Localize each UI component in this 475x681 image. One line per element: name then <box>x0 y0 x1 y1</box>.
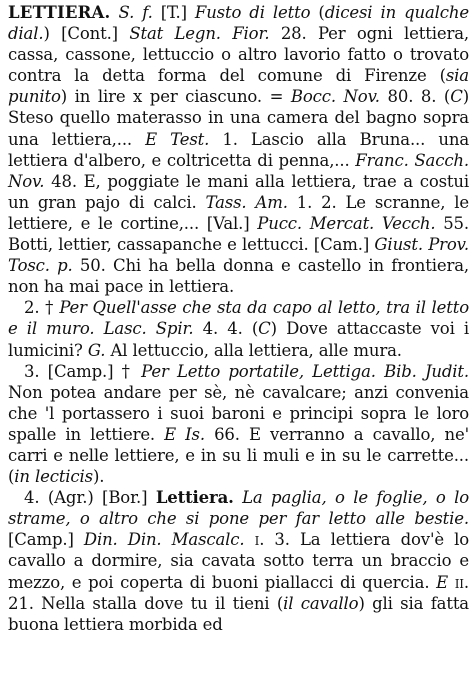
italic-segment: Per Letto portatile, Lettiga. Bib. Judit. <box>141 361 469 381</box>
text-segment: 28. Per ogni lettiera, cassa, cassone, lettuccio o altro lavorio fatto o trovato contra la detta forma del comune di Firenze ( <box>8 24 469 86</box>
italic-segment: Per Quell'asse che sta da capo al letto, tra il letto e il muro. Lasc. Spir. <box>8 298 470 339</box>
entry-sense-4 <box>8 487 469 635</box>
italic-segment: p. <box>57 256 73 276</box>
text-segment: 1. Lascio alla Bruna... una lettiera d'albero, e coltricetta di penna,... <box>8 129 470 170</box>
text-segment: Al lettuccio, alla lettiera, alle mura. <box>105 340 402 360</box>
italic-segment: E Is. <box>164 424 205 444</box>
text-segment: 80. 8. ( <box>379 87 451 107</box>
italic-segment: Fusto di letto <box>194 3 311 22</box>
italic-segment: G. <box>87 340 106 360</box>
italic-segment: Pucc. Mercat. Vecch. <box>257 213 436 233</box>
bold-term: Lettiera. <box>155 488 234 508</box>
text-segment: 3. La lettiera dov'è lo cavallo a dormire, sia cavata sotto terra un braccio e mezzo, e poi coperta di buoni piallacci di quercia. <box>8 530 469 592</box>
text-segment <box>245 530 255 549</box>
text-segment: 4. (Agr.) [Bor.] <box>24 488 156 508</box>
italic-segment: Bocc. Nov. <box>290 87 380 107</box>
text-segment: ) Steso quello materasso in una camera del bagno sopra una lettiera,... <box>8 87 469 149</box>
italic-segment: il cavallo <box>283 593 359 613</box>
text-segment: 2. † <box>24 298 60 318</box>
text-segment: ) Dove attaccaste voi i lumicini? <box>8 319 469 360</box>
italic-segment: Din. Din. Mascalc. <box>83 530 245 550</box>
text-segment: ) in lire x per ciascuno. = <box>60 87 291 107</box>
text-segment: ). <box>92 467 105 487</box>
text-segment <box>448 573 455 592</box>
italic-segment: Stat Legn. Fior. <box>129 24 270 44</box>
text-segment: 55. Botti, lettier, cassapanche e lettucci. [Cam.] <box>8 213 469 255</box>
text-segment: 66. E verranno a cavallo, ne' carri e nelle lettiere, e in su li muli e in su le carrette... ( <box>8 424 469 487</box>
italic-segment: C <box>258 319 271 339</box>
italic-segment: E Test. <box>145 129 210 149</box>
text-segment: 3. [Camp.] † <box>24 361 142 381</box>
text-segment: 4. 4. ( <box>193 319 259 339</box>
dictionary-entry-lettiera <box>8 2 469 635</box>
text-segment: ) [Cont.] <box>43 24 130 44</box>
text-segment: [Camp.] <box>8 530 84 550</box>
italic-segment: Franc. Sacch. Nov. <box>8 150 469 191</box>
text-segment: 1. 2. Le scranne, le lettiere, e le cortine,... [Val.] <box>8 192 469 233</box>
entry-definition-main <box>8 2 469 297</box>
text-segment: 21. Nella stalla dove tu il tieni ( <box>8 593 284 613</box>
small-caps-numeral: ii. <box>454 572 469 592</box>
entry-sense-3 <box>8 361 469 488</box>
text-segment: [T.] <box>152 3 195 22</box>
italic-segment: E <box>436 572 449 592</box>
text-segment: ) gli sia fatta buona lettiera morbida ed <box>8 593 469 634</box>
text-segment: ( <box>310 3 325 22</box>
italic-segment: C <box>450 87 463 107</box>
text-segment: 48. E, poggiate le mani alla lettiera, trae a costui un gran pajo di calci. <box>8 171 469 212</box>
text-segment: Non potea andare per sè, nè cavalcare; anzi convenia che 'l portassero i suoi baroni e principi sopra le loro spalle in lettiere. <box>8 382 469 444</box>
italic-segment: Giust. Prov. Tosc. <box>8 235 469 276</box>
italic-segment: in lecticis <box>14 467 93 487</box>
italic-segment: S. f. <box>118 3 153 22</box>
text-segment <box>111 3 119 22</box>
small-caps-numeral: i. <box>254 530 265 550</box>
italic-segment: Tass. Am. <box>205 192 288 212</box>
headword: LETTIERA. <box>8 3 111 22</box>
text-segment: 50. Chi ha bella donna e castello in frontiera, non ha mai pace in lettiera. <box>8 256 469 297</box>
italic-segment: La paglia, o le foglie, o lo strame, o altro che si pone per far letto alle bestie. <box>8 488 469 529</box>
italic-segment: dicesi in qualche dial. <box>8 3 469 44</box>
text-segment <box>234 488 242 507</box>
entry-sense-2 <box>8 297 469 360</box>
italic-segment: sia punito <box>8 66 469 107</box>
